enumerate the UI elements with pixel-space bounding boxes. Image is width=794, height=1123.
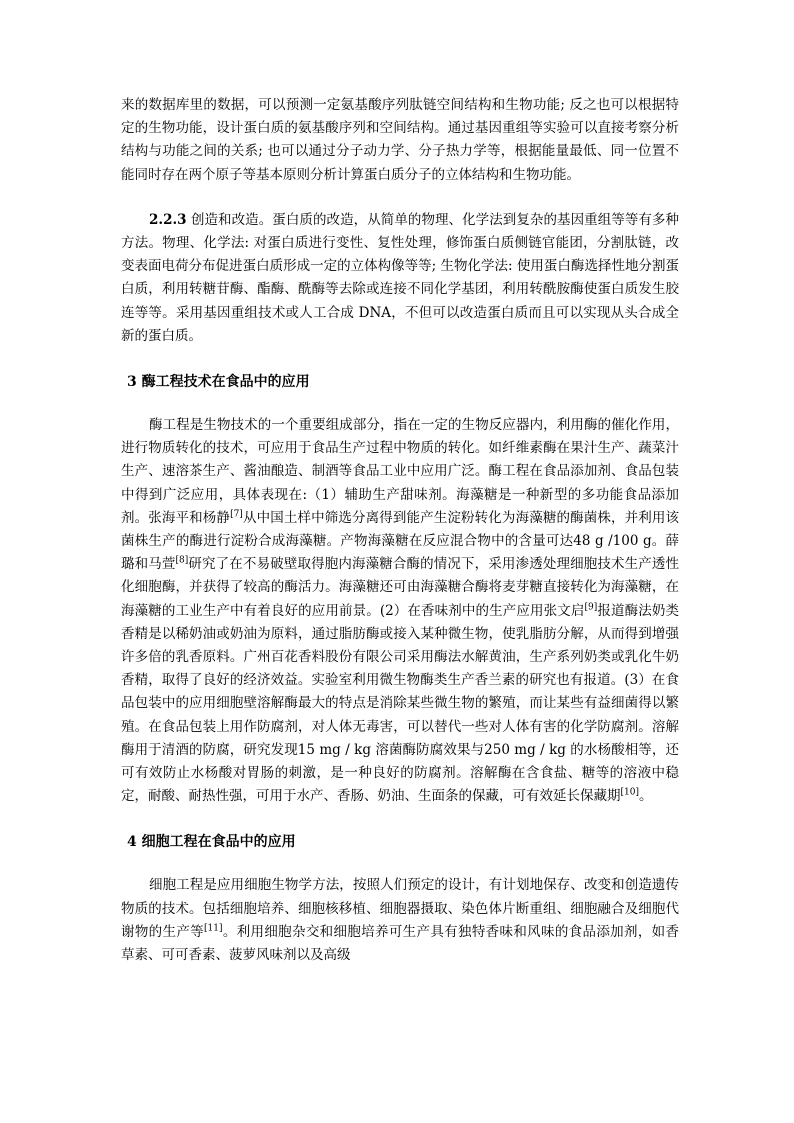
subsection-number: 2.2.3 [149, 211, 187, 228]
citation-9: [9] [584, 602, 598, 613]
text-run: 细胞工程是应用细胞生物学方法，按照人们预定的设计，有计划地保存、改变和创造遗传物质的技术。包括细胞培养、细胞核移植、细胞器摄取、染色体片断重组、细胞融合及细胞代谢物的生产等 [121, 877, 679, 940]
citation-7: [7] [230, 509, 243, 520]
paragraph-2-2-3-text: 创造和改造。蛋白质的改造，从简单的物理、化学法到复杂的基因重组等等有多种方法。物理、化学法: 对蛋白质进行变性、复性处理，修饰蛋白质侧链官能团，分割肽链，改变表面电荷分布促进蛋白质形成一定的立体构像等等; 生物化学法: 使用蛋白酶选择性地分割蛋白质，利用转糖苷酶、酯酶、酰酶等去除或连接不同化学基团，利用转酰胺酶使蛋白质发生胶连等等。采用基因重组技术或人工合成 DNA，不但可以改造蛋白质而且可以实现从头合成全新的蛋白质。 [121, 211, 679, 344]
paragraph-protein-structure: 来的数据库里的数据，可以预测一定氨基酸序列肽链空间结构和生物功能; 反之也可以根据特定的生物功能，设计蛋白质的氨基酸序列和空间结构。通过基因重组等实验可以直接考察分析结构与功能之间的关系; 也可以通过分子动力学、分子热力学等，根据能量最低、同一位置不能同时存在两个原子等基本原则分析计算蛋白质分子的立体结构和生物功能。 [121, 97, 679, 183]
text-run: 酶工程是生物技术的一个重要组成部分，指在一定的生物反应器内，利用酶的催化作用，进行物质转化的技术，可应用于食品生产过程中物质的转化。如纤维素酶在果汁生产、蔬菜汁生产、速溶茶生产、酱油酿造、制酒等食品工业中应用广泛。酶工程在食品添加剂、食品包装中得到广泛应用，具体表现在:（1）辅助生产甜味剂。海藻糖是一种新型的多功能食品添加剂。张海平和杨静 [121, 417, 679, 526]
document-page [121, 94, 679, 967]
paragraph-2-2-3 [121, 209, 679, 348]
citation-8: [8] [175, 555, 189, 566]
paragraph-cell-engineering [121, 874, 679, 967]
section-heading-3: 3 酶工程技术在食品中的应用 [127, 374, 310, 391]
text-run: 。 [638, 788, 653, 805]
text-run: 。利用细胞杂交和细胞培养可生产具有独特香味和风味的食品添加剂，如香草素、可可香素、菠萝风味剂以及高级 [121, 923, 680, 964]
text-run: 研究了在不易破壁取得胞内海藻糖合酶的情况下，采用渗透处理细胞技术生产透性化细胞酶，并获得了较高的酶活力。海藻糖还可由海藻糖合酶将麦芽糖直接转化为海藻糖，在海藻糖的工业生产中有着良好的应用前景。(2）在香味剂中的生产应用张文启 [121, 556, 680, 619]
text-run: 从中国土样中筛选分离得到能产生淀粉转化为海藻糖的酶菌株，并利用该菌株生产的酶进行淀粉合成海藻糖。产物海藻糖在反应混合物中的含量可达48 g /100 g。薛璐和马萱 [121, 509, 680, 573]
text-run: 报道酶法奶类香精是以稀奶油或奶油为原料，通过脂肪酶或接入某种微生物，使乳脂肪分解，从而得到增强许多倍的乳香原料。广州百花香料股份有限公司采用酶法水解黄油，生产系列奶类或乳化牛奶香精，取得了良好的经济效益。实验室利用微生物酶类生产香兰素的研究也有报道。(3）在食品包装中的应用细胞壁溶解酶最大的特点是消除某些微生物的繁殖，而让某些有益细菌得以繁殖。在食品包装上用作防腐剂，对人体无毒害，可以替代一些对人体有害的化学防腐剂。溶解酶用于清酒的防腐，研究发现15 mg / kg 溶菌酶防腐效果与250 mg / kg 的水杨酸相等，还可有效防止水杨酸对胃肠的刺激，是一种良好的防腐剂。溶解酶在含食盐、糖等的溶液中稳定，耐酸、耐热性强，可用于水产、香肠、奶油、生面条的保藏，可有效延长保藏期 [121, 602, 679, 805]
citation-10: [10] [620, 787, 639, 798]
section-heading-4: 4 细胞工程在食品中的应用 [127, 834, 296, 851]
paragraph-enzyme-engineering [121, 414, 679, 808]
citation-11: [11] [204, 923, 223, 934]
